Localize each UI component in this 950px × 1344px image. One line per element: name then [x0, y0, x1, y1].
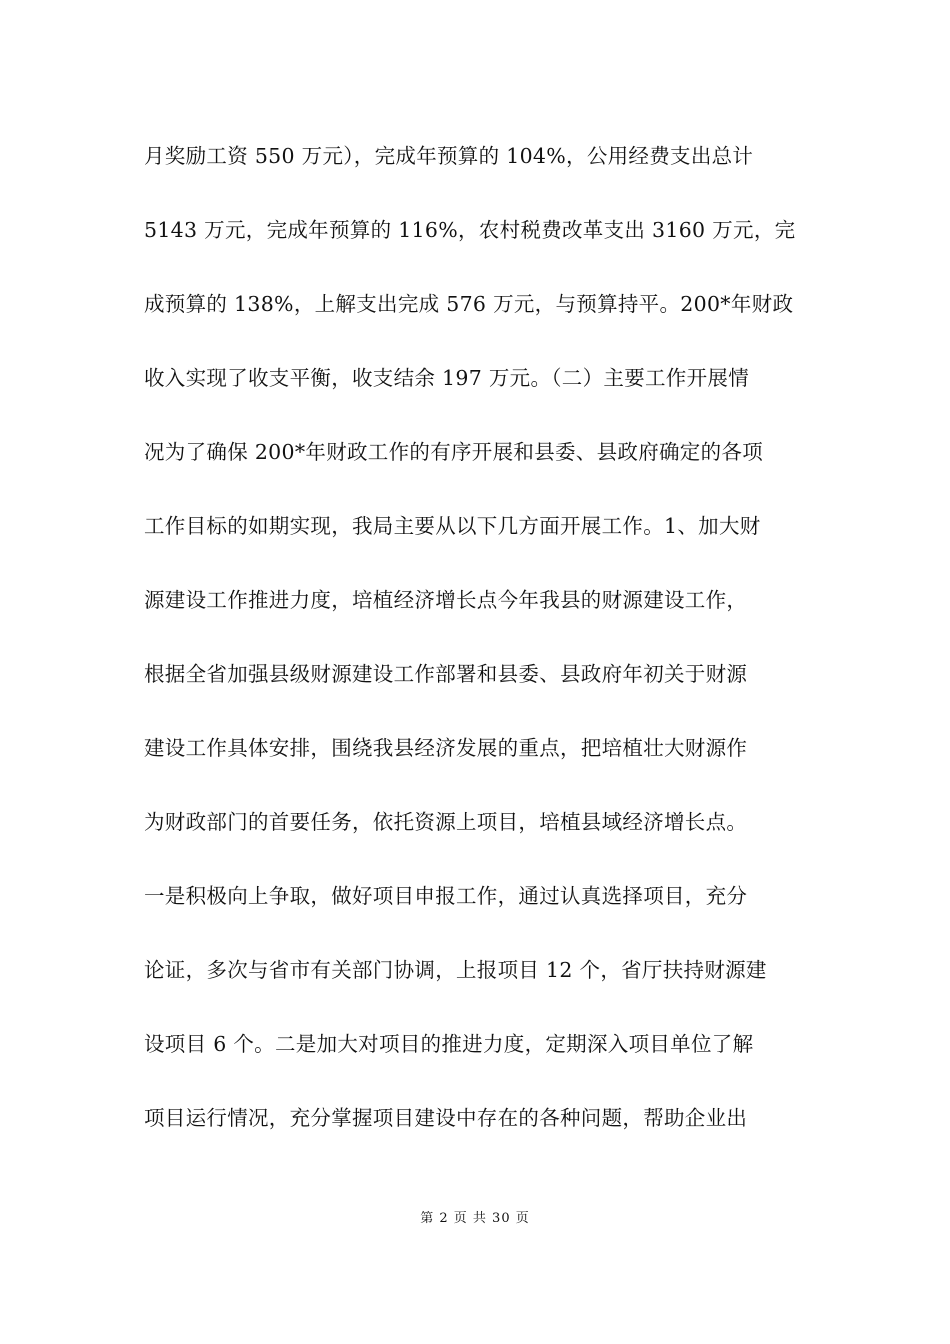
text-line: 源建设工作推进力度，培植经济增长点今年我县的财源建设工作， [144, 588, 748, 612]
text-line: 根据全省加强县级财源建设工作部署和县委、县政府年初关于财源 [144, 662, 748, 686]
text-line: 一是积极向上争取，做好项目申报工作，通过认真选择项目，充分 [144, 884, 748, 908]
text-line: 5143 万元，完成年预算的 116%，农村税费改革支出 3160 万元，完 [144, 218, 796, 242]
text-line: 收入实现了收支平衡，收支结余 197 万元。（二）主要工作开展情 [144, 366, 750, 390]
page-number-footer: 第 2 页 共 30 页 [420, 1211, 530, 1226]
text-line: 为财政部门的首要任务，依托资源上项目，培植县域经济增长点。 [144, 810, 748, 834]
text-line: 成预算的 138%，上解支出完成 576 万元，与预算持平。200*年财政 [144, 292, 794, 316]
text-line: 月奖励工资 550 万元），完成年预算的 104%，公用经费支出总计 [144, 144, 754, 168]
text-line: 况为了确保 200*年财政工作的有序开展和县委、县政府确定的各项 [144, 440, 763, 464]
text-line: 工作目标的如期实现，我局主要从以下几方面开展工作。1、加大财 [144, 514, 761, 538]
body-text [144, 134, 814, 1170]
text-line: 建设工作具体安排，围绕我县经济发展的重点，把培植壮大财源作 [144, 736, 748, 760]
text-line: 项目运行情况，充分掌握项目建设中存在的各种问题，帮助企业出 [144, 1106, 748, 1130]
text-line: 设项目 6 个。二是加大对项目的推进力度，定期深入项目单位了解 [144, 1032, 754, 1056]
text-line: 论证，多次与省市有关部门协调，上报项目 12 个，省厅扶持财源建 [144, 958, 767, 982]
